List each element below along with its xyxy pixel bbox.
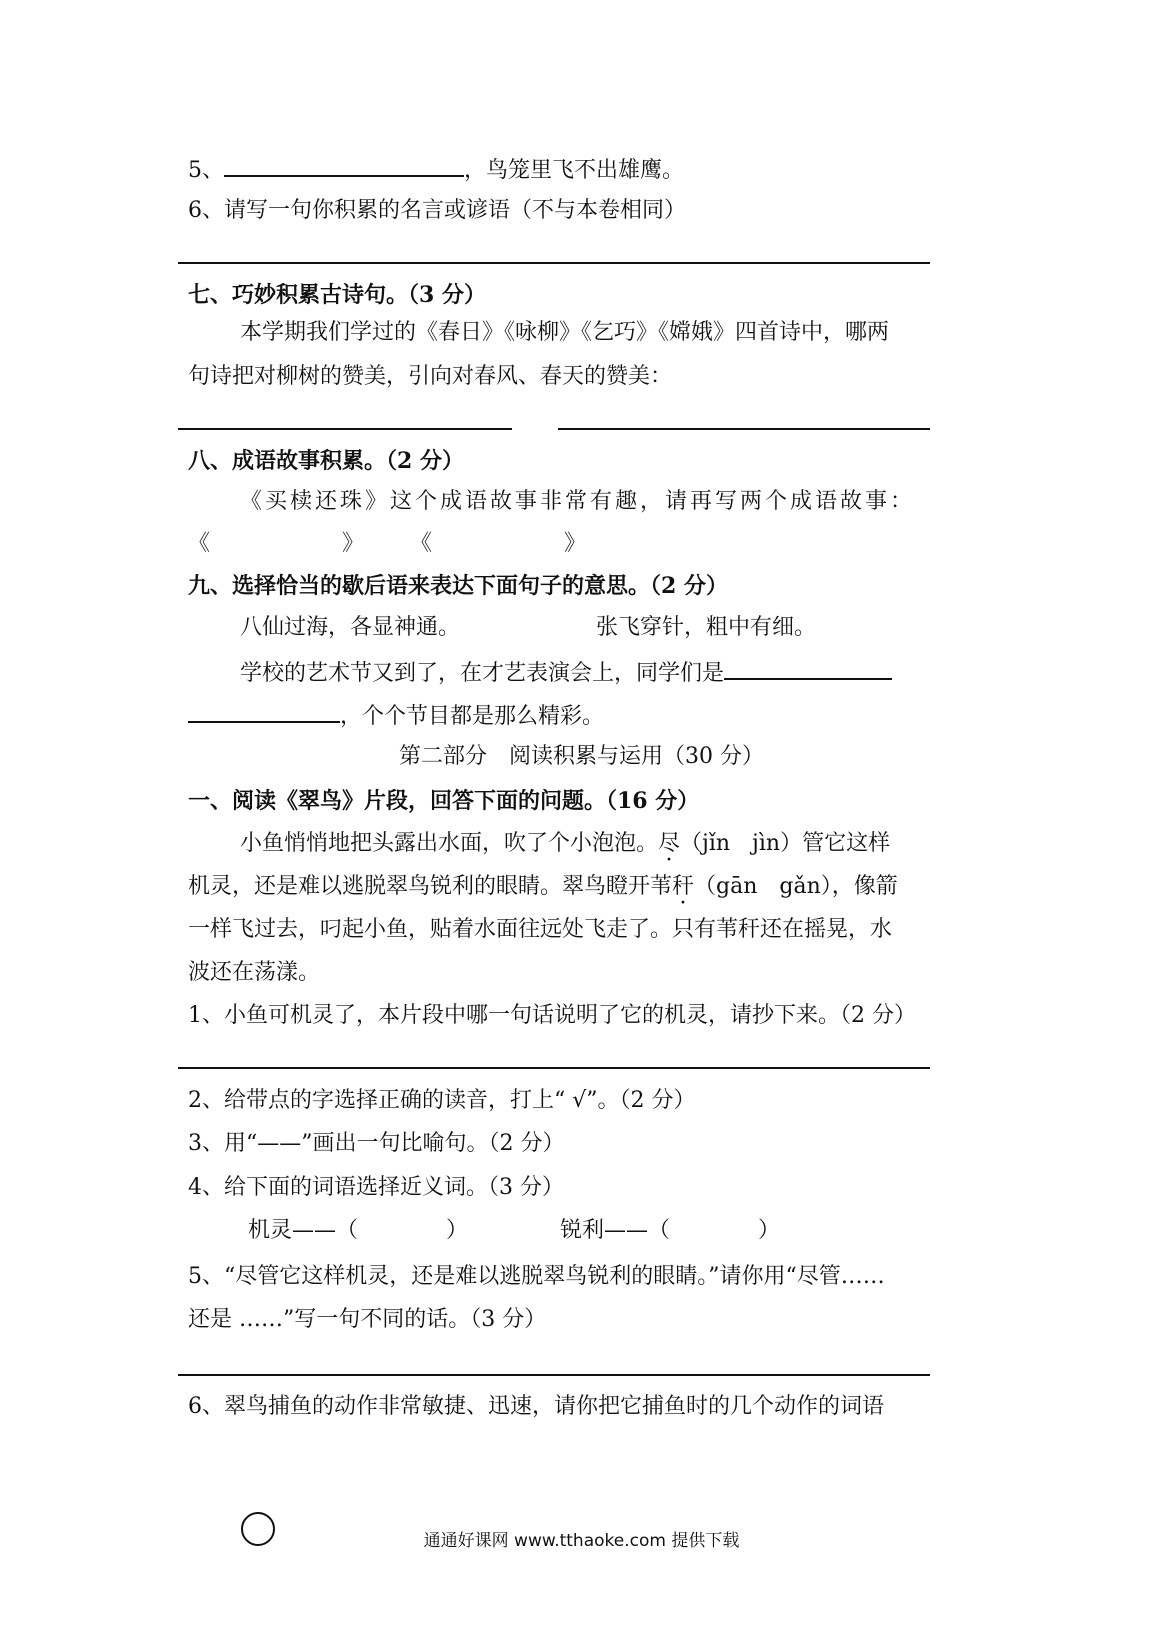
reading-title: 一、阅读《翠鸟》片段，回答下面的问题。（16 分） [188, 788, 700, 814]
sec9-body1 [240, 656, 892, 689]
reading-q6: 6、翠鸟捕鱼的动作非常敏捷、迅速，请你把它捕鱼时的几个动作的词语 [188, 1394, 884, 1419]
dotted-char-gan: 秆 [672, 874, 695, 899]
footer-text: 通通好课网 www.tthaoke.com 提供下载 [423, 1531, 740, 1551]
sec9-option-1: 八仙过海，各显神通。 [240, 615, 461, 640]
reading-p2-b: （gān gǎn），像箭 [694, 874, 898, 899]
sec9-body2 [188, 699, 604, 732]
sec7-answer-line-2[interactable] [558, 428, 930, 430]
sec7-body2: 句诗把对柳树的赞美，引向对春风、春天的赞美： [188, 364, 673, 389]
reading-p1-a: 小鱼悄悄地把头露出水面，吹了个小泡泡。 [240, 831, 659, 856]
reading-q3: 3、用“——”画出一句比喻句。（2 分） [188, 1131, 565, 1156]
reading-p4: 波还在荡漾。 [188, 960, 321, 985]
sec8-title: 八、成语故事积累。（2 分） [188, 448, 464, 474]
sec9-title: 九、选择恰当的歇后语来表达下面句子的意思。（2 分） [188, 573, 728, 599]
close-quote-1: 》 [342, 531, 365, 556]
q6-prompt: 6、请写一句你积累的名言或谚语（不与本卷相同） [188, 198, 686, 223]
reading-p1-b: （jǐn jìn）管它这样 [680, 831, 891, 856]
sec9-body1-text: 学校的艺术节又到了，在才艺表演会上，同学们是 [240, 661, 725, 686]
sec9-blank-2[interactable] [188, 699, 340, 723]
sec9-blank-1[interactable] [724, 656, 892, 680]
q5-line [188, 153, 684, 186]
reading-p1 [240, 829, 890, 859]
reading-p3: 一样飞过去，叼起小鱼，贴着水面往远处飞走了。只有苇秆还在摇晃，水 [188, 917, 893, 942]
sec8-idiom-blanks [188, 529, 586, 559]
reading-q5-line2: 还是 ……”写一句不同的话。（3 分） [188, 1307, 547, 1332]
sec8-body1: 《买椟还珠》这个成语故事非常有趣，请再写两个成语故事： [240, 489, 916, 514]
sec7-body1: 本学期我们学过的《春日》《咏柳》《乞巧》《嫦娥》四首诗中，哪两 [240, 320, 890, 345]
reading-q5-line1: 5、“尽管它这样机灵，还是难以逃脱翠鸟锐利的眼睛。”请你用“尽管…… [188, 1264, 885, 1289]
reading-q4-word-2[interactable]: 锐利——（ ） [560, 1218, 781, 1243]
q5-blank[interactable] [224, 153, 464, 177]
sec9-body2-text: ，个个节目都是那么精彩。 [340, 704, 605, 729]
open-quote-1: 《 [188, 531, 211, 556]
part2-title: 第二部分 阅读积累与运用（30 分） [399, 744, 764, 769]
dotted-char-jin: 尽 [658, 831, 681, 856]
open-quote-2: 《 [410, 531, 433, 556]
q5-prefix: 5、 [188, 158, 224, 183]
sec7-title: 七、巧妙积累古诗句。（3 分） [188, 282, 486, 308]
sec7-answer-line-1[interactable] [178, 428, 512, 430]
reading-q4: 4、给下面的词语选择近义词。（3 分） [188, 1175, 564, 1200]
reading-p2-a: 机灵，还是难以逃脱翠鸟锐利的眼睛。翠鸟瞪开苇 [188, 874, 673, 899]
close-quote-2: 》 [564, 531, 587, 556]
reading-q2: 2、给带点的字选择正确的读音，打上“ √”。（2 分） [188, 1088, 696, 1113]
reading-q1: 1、小鱼可机灵了，本片段中哪一句话说明了它的机灵，请抄下来。（2 分） [188, 1003, 916, 1028]
q6-answer-line[interactable] [178, 262, 930, 264]
q5-suffix: ，鸟笼里飞不出雄鹰。 [464, 158, 685, 183]
sec9-option-2: 张飞穿针，粗中有细。 [596, 615, 817, 640]
reading-q5-answer-line[interactable] [178, 1374, 930, 1376]
reading-q4-word-1[interactable]: 机灵——（ ） [248, 1218, 469, 1243]
reading-q1-answer-line[interactable] [178, 1067, 930, 1069]
reading-p2 [188, 872, 898, 902]
